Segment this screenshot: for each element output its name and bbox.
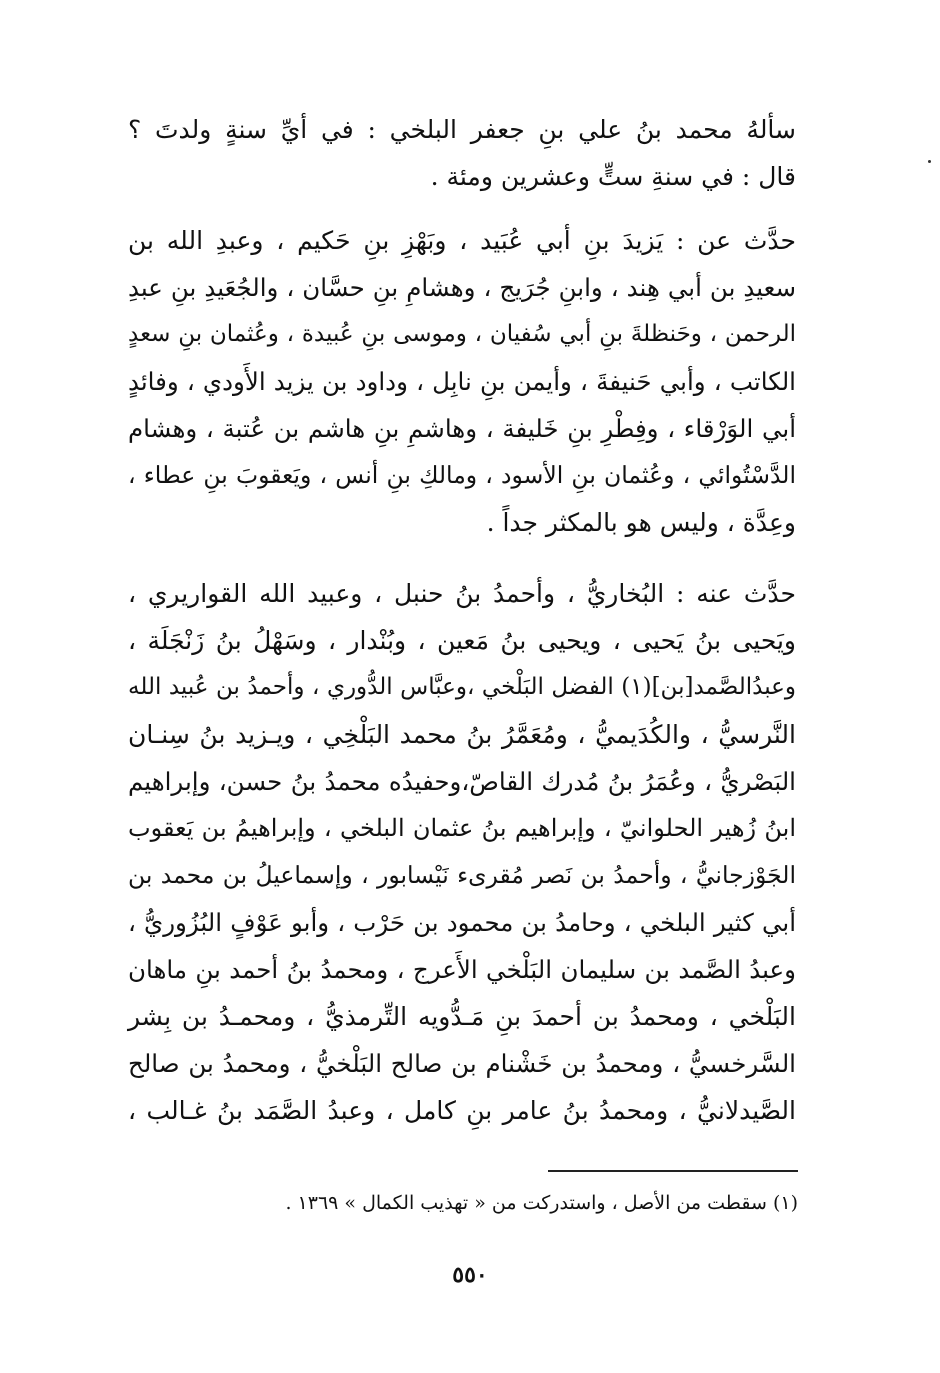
footnote: (١) سقطت من الأصل ، واستدركت من « تهذيب الكمال » ١٣٦٩ .: [285, 1192, 798, 1214]
text-line: وعِدَّة ، وليس هو بالمكثر جداً .: [486, 508, 796, 537]
text-line: الرحمن ، وحَنظلةَ بنِ أبي سُفيان ، وموسى بنِ عُبيدة ، وعُثمان بنِ سعدٍ: [128, 321, 796, 347]
text-line: البَلْخي ، ومحمدُ بن أحمدَ بنِ مَـدُّويه التِّرمذيُّ ، ومحمـدُ بن بِشر: [128, 1002, 796, 1031]
paragraph-birth-year: [128, 106, 796, 200]
text-line: النَّرسيُّ ، والكُدَيميُّ ، ومُعَمَّرُ بنُ محمد البَلْخِي ، ويـزيد بنُ سِنـان: [128, 720, 796, 749]
text-line: وعبدُ الصَّمد بن سليمان البَلْخي الأَعرج ، ومحمدُ بنُ أحمد بنِ ماهان: [128, 955, 796, 984]
text-line: البَصْريُّ ، وعُمَرُ بنُ مُدرك القاصّ،وحفيدُه محمدُ بنُ حسن، وإبراهيم: [128, 767, 796, 796]
text-line: الصَّيدلانيُّ ، ومحمدُ بنُ عامر بنِ كامل ، وعبدُ الصَّمَد بنُ غـالب ،: [128, 1096, 796, 1125]
text-line: قال : في سنةِ ستٍّ وعشرين ومئة .: [430, 162, 796, 191]
footnote-divider: [548, 1170, 798, 1172]
text-line: سألهُ محمد بنُ علي بنِ جعفر البلخي : في أيِّ سنةٍ ولدتَ ؟: [128, 115, 796, 144]
page-number: ٥٥٠: [452, 1262, 488, 1288]
text-line: أبي كثير البلخي ، وحامدُ بن محمود بن حَرْب ، وأبو عَوْفٍ البُزُوريُّ ،: [128, 908, 796, 937]
text-line: حدَّث عنه : البُخاريُّ ، وأحمدُ بنُ حنبل ، وعبيد الله القواريري ،: [128, 579, 796, 608]
text-line: الكاتب ، وأبي حَنيفةَ ، وأيمن بنِ نابِل ، وداود بن يزيد الأَودي ، وفائدٍ: [128, 367, 796, 396]
text-line: سعيدِ بن أبي هِند ، وابنِ جُرَيج ، وهشامِ بنِ حسَّان ، والجُعَيدِ بنِ عبدِ: [128, 273, 796, 302]
text-line: حدَّث عن : يَزيدَ بنِ أبي عُبَيد ، وبَهْزِ بنِ حَكيم ، وعبدِ الله بن: [128, 226, 796, 255]
text-line: ويَحيى بنُ يَحيى ، ويحيى بنُ مَعين ، وبُنْدار ، وسَهْلُ بنُ زَنْجَلَة ،: [128, 626, 796, 655]
margin-speck: [928, 160, 931, 163]
text-line: الجَوْزجانيُّ ، وأحمدُ بن نَصر مُقرىء نَيْسابور ، وإسماعيلُ بن محمد بن: [128, 861, 796, 889]
paragraph-narrated-by: [128, 570, 796, 1134]
paragraph-narrated-from: [128, 217, 796, 546]
text-line: ابنُ زُهير الحلوانيّ ، وإبراهيم بنُ عثمان البلخي ، وإبراهيمُ بن يَعقوب: [128, 814, 796, 842]
text-line: السَّرخسيُّ ، ومحمدُ بن خَشْنام بن صالح البَلْخيُّ ، ومحمدُ بن صالح: [128, 1049, 796, 1078]
text-line: الدَّسْتُوائي ، وعُثمان بنِ الأسود ، ومالكِ بنِ أنس ، ويَعقوبَ بنِ عطاء ،: [128, 461, 796, 489]
text-line: وعبدُالصَّمد[بن](١) الفضل البَلْخي ،وعبَّاس الدُّوري ، وأحمدُ بن عُبيد الله: [128, 674, 796, 700]
text-line: أبي الوَرْقاء ، وفِطْرِ بنِ خَليفة ، وهاشمِ بنِ هاشم بن عُتبة ، وهشام: [128, 414, 796, 443]
